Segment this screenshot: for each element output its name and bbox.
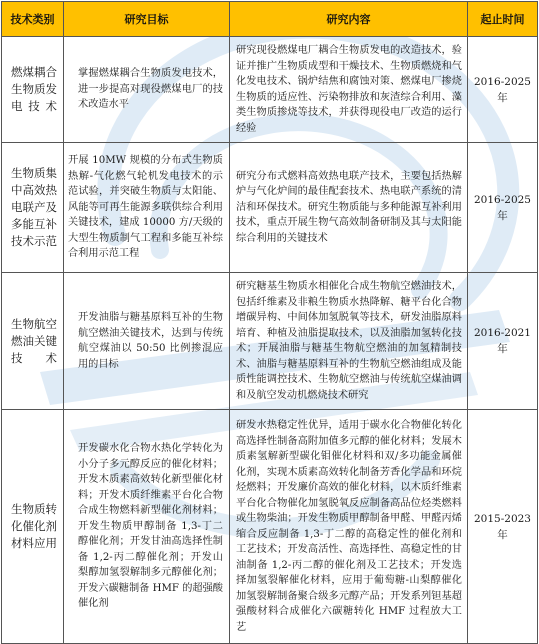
cell-period: 2016-2021年 <box>468 273 538 410</box>
header-type: 技术类别 <box>2 2 64 37</box>
cell-period: 2016-2025年 <box>468 143 538 273</box>
cell-type: 生物质转化催化剂材料应用 <box>2 410 64 644</box>
cell-content: 研究分布式燃料高效热电联产技术，主要包括热解炉与气化炉间的最佳配套技术、热电联产系统的清洁和环保技术。研究生物质能与多种能源互补利用技术，重点开展生物气高效制备研制及其与太阳能综合利用的关键技术 <box>230 143 468 273</box>
table-row <box>2 410 538 644</box>
cell-goal: 开发油脂与糖基原料互补的生物航空燃油关键技术，达到与传统航空煤油以 50:50 比例掺混应用的目标 <box>64 273 230 410</box>
header-period: 起止时间 <box>468 2 538 37</box>
cell-content: 研发水热稳定性优异，适用于碳水化合物催化转化高选择性制备高附加值多元醇的催化材料；发展木质素氢解新型碳化钼催化材料和双/多功能金属催化剂，实现木质素高效转化制备芳香化学品和环烷烃燃料；开发廉价高效的催化材料，以木质纤维素平台化合物催化加氢脱氧反应制备高品位烃类燃料或生物柴油；开发生物质甲醇制备甲醛、甲醛丙烯缩合反应制备 1,3-丁二醇的高稳定性的催化剂和工艺技术；开发高活性、高选择性、高稳定性的甘油制备 1,2-丙二醇的催化剂及工艺技术；开发选择加氢裂解催化材料，应用于葡萄糖-山梨醇催化加氢裂解制备聚合级多元醇产品；开发系列钽基超强酸材料合成催化六碳糖转化 HMF 过程放大工艺 <box>230 410 468 644</box>
table-row <box>2 143 538 273</box>
cell-goal: 掌握燃煤耦合生物质发电技术，进一步提高对现役燃煤电厂的技术改造水平 <box>64 37 230 143</box>
cell-type: 生物质集中高效热电联产及多能互补技术示范 <box>2 143 64 273</box>
research-table <box>1 1 538 644</box>
cell-period: 2016-2025年 <box>468 37 538 143</box>
cell-period: 2015-2023年 <box>468 410 538 644</box>
cell-type: 燃煤耦合生物质发电技术 <box>2 37 64 143</box>
table-row <box>2 37 538 143</box>
header-row <box>2 2 538 37</box>
cell-content: 研究现役燃煤电厂耦合生物质发电的改造技术，验证并推广生物质成型和干燥技术、生物质燃烧和气化发电技术、锅炉结焦和腐蚀对策、燃煤电厂掺烧生物质的适应性、污染物排放和灰渣综合利用、藻类生物质掺烧等技术，并获得现役电厂改造的运行经验 <box>230 37 468 143</box>
table-row <box>2 273 538 410</box>
cell-type: 生物航空燃油关键技术 <box>2 273 64 410</box>
header-goal: 研究目标 <box>64 2 230 37</box>
cell-goal: 开发碳水化合物水热化学转化为小分子多元醇反应的催化材料；开发木质素高效转化新型催化材料；开发木质纤维素平台化合物合成生物燃料新型催化剂材料；开发生物质甲醇制备 1,3-丁二醇催化剂；开发甘油高选择性制备 1,2-丙二醇催化剂；开发山梨醇加氢裂解制多元醇催化剂；开发六碳糖制备 HMF 的超强酸催化剂 <box>64 410 230 644</box>
cell-goal: 开展 10MW 规模的分布式生物质热解-气化燃气轮机发电技术的示范试验，并突破生物质与太阳能、风能等可再生能源多联供综合利用关键技术，建成 10000 方/天级的大型生物质制气工程和多能互补综合利用示范工程 <box>64 143 230 273</box>
cell-content: 研究糖基生物质水相催化合成生物航空燃油技术，包括纤维素及非粮生物质水热降解、糖平台化合物增碳异构、中间体加氢脱氧等技术，研发油脂原料培育、种植及油脂提取技术，以及油脂加氢转化技术；开展油脂与糖基生物航空燃油的加氢精制技术、油脂与糖基原料互补的生物航空燃油组成及能质性能调控技术、生物航空燃油与传统航空煤油调和及航空发动机燃烧技术研究 <box>230 273 468 410</box>
header-content: 研究内容 <box>230 2 468 37</box>
